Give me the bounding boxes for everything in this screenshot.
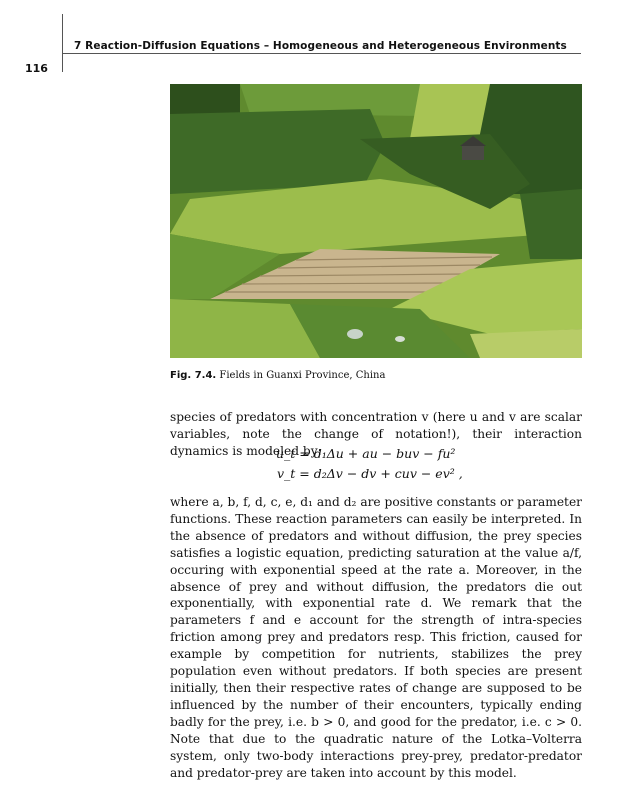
paragraph-1: species of predators with concentration v (here u and v are scalar variables, note the change of notation!), their interaction dynamics is modeled by: — [170, 410, 582, 458]
running-head: 7 Reaction-Diffusion Equations – Homogeneous and Heterogeneous Environments — [74, 40, 567, 52]
equation-1: u_t = d₁Δu + au − buv − fu² — [276, 446, 456, 461]
paragraph-2: where a, b, f, d, c, e, d₁ and d₂ are positive constants or parameter functions. These reaction parameters can easily be interpreted. In the absence of predators and without diffusion, the prey species satisfies a logistic equation, predicting saturation at the value a/f, occuring with exponential speed at the rate a. Moreover, in the absence of prey and without diffusion, the predators die out exponentially, with exponential rate d. We remark that the parameters f and e account for the strength of intra-species friction among prey and predators resp. This friction, caused for example by competition for nutrients, stabilizes the prey population even without predators. If both species are present initially, then their respective rates of change are supposed to be influenced by the number of their encounters, typically ending badly for the prey, i.e. b > 0, and good for the predator, i.e. c > 0. Note that due to the quadratic nature of the Lotka–Volterra system, only two-body interactions prey-prey, predator-predator and predator-prey are taken into account by this model. — [170, 495, 582, 780]
header-horizontal-rule — [62, 53, 581, 54]
header-vertical-rule — [62, 14, 63, 72]
equation-2: v_t = d₂Δv − dv + cuv − ev² , — [277, 466, 463, 481]
figure-label: Fig. 7.4. — [170, 370, 217, 381]
page-number: 116 — [25, 62, 48, 75]
figure-caption — [170, 370, 385, 381]
figure-caption-text: Fields in Guanxi Province, China — [219, 370, 386, 381]
figure-fields-photo — [170, 84, 582, 358]
equation-block — [276, 444, 463, 484]
